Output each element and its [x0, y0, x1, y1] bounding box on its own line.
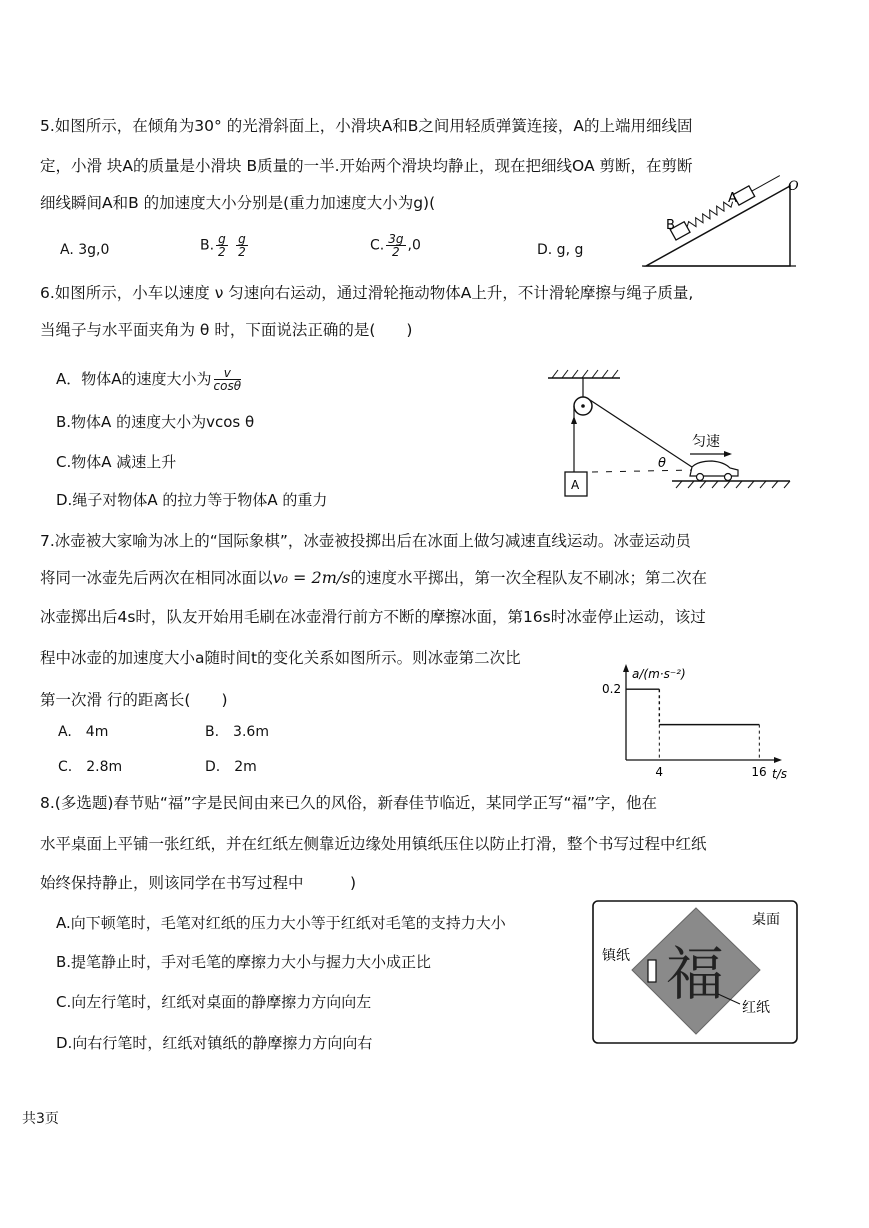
q5-option-b-frac1-den: 2	[218, 245, 226, 259]
q7-option-b[interactable]: B. 3.6m	[205, 724, 269, 740]
q5-option-b[interactable]	[200, 233, 250, 258]
x-axis-label: t/s	[772, 767, 787, 781]
paper-label: 红纸	[742, 1000, 770, 1016]
q8-option-d[interactable]: D.向右行笔时，红纸对镇纸的静摩擦力方向向右	[56, 1034, 373, 1052]
q7-stem-line-3: 冰壶掷出后4s时，队友开始用毛刷在冰壶滑行前方不断的摩擦冰面，第16s时冰壶停止运动，该过	[40, 608, 706, 626]
car	[690, 461, 738, 476]
q5-option-b-prefix: B.	[200, 237, 215, 254]
q6-option-b[interactable]: B.物体A 的速度大小为vcos θ	[56, 413, 255, 431]
q5-option-c-prefix: C.	[370, 237, 385, 254]
q7-line2-post: 的速度水平掷出，第一次全程队友不刷冰；第二次在	[350, 569, 708, 587]
q5-option-c-suffix: ,0	[407, 237, 421, 254]
label-b: B	[666, 218, 675, 233]
q7-stem-line-1: 7.冰壶被大家喻为冰上的“国际象棋”，冰壶被投掷出后在冰面上做匀减速直线运动。冰壶运动员	[40, 532, 691, 550]
theta-label: θ	[658, 456, 666, 471]
q6-option-a[interactable]	[56, 367, 243, 392]
q6-stem-line-2: 当绳子与水平面夹角为 θ 时，下面说法正确的是( )	[40, 321, 413, 339]
string-oa	[752, 176, 780, 192]
q5-option-b-frac1-num: g	[218, 232, 226, 246]
q6-option-a-num: v	[214, 367, 242, 380]
q7-acceleration-chart	[596, 660, 796, 785]
weight-label: 镇纸	[602, 948, 630, 964]
q7-stem-line-4: 程中冰壶的加速度大小a随时间t的变化关系如图所示。则冰壶第二次比	[40, 649, 521, 667]
q6-option-a-frac	[214, 367, 242, 392]
q7-option-a[interactable]: A. 4m	[58, 724, 109, 740]
rope-slanted	[590, 400, 695, 469]
paperweight	[648, 960, 656, 982]
q5-option-c-frac	[386, 233, 405, 258]
q5-option-b-frac2-den: 2	[238, 245, 246, 259]
q5-option-c[interactable]	[370, 233, 421, 258]
q5-option-c-num: 3g	[388, 232, 404, 246]
label-o: O	[788, 179, 799, 194]
q6-pulley-figure	[540, 368, 800, 508]
x-tick-label: 16	[751, 765, 767, 779]
q8-option-b[interactable]: B.提笔静止时，手对毛笔的摩擦力大小与握力大小成正比	[56, 953, 432, 971]
q6-option-a-prefix: A．物体A的速度大小为	[56, 370, 212, 388]
q8-desk-figure	[592, 900, 800, 1046]
q8-stem-line-1: 8.(多选题)春节贴“福”字是民间由来已久的风俗，新春佳节临近，某同学正写“福”字，他在	[40, 794, 658, 812]
y-tick-label: 0.2	[602, 682, 622, 697]
q5-option-b-frac2-num: g	[238, 232, 246, 246]
block-a-label: A	[571, 478, 580, 492]
desk-label: 桌面	[752, 912, 780, 928]
x-tick-label: 4	[655, 765, 663, 779]
q5-incline-figure	[640, 178, 800, 270]
q8-stem-line-2: 水平桌面上平铺一张红纸，并在红纸左侧靠近边缘处用镇纸压住以防止打滑，整个书写过程中红纸	[40, 835, 707, 853]
q7-line2-pre: 将同一冰壶先后两次在相同冰面以	[40, 569, 273, 587]
y-axis-label: a/(m·s⁻²)	[632, 667, 686, 681]
q5-option-a[interactable]: A. 3g,0	[60, 242, 110, 258]
fu-character: 福	[666, 940, 725, 1008]
q5-option-c-den: 2	[392, 245, 400, 259]
q6-option-a-den: cosθ	[213, 379, 242, 393]
q5-option-b-frac2	[236, 233, 248, 258]
page-count: 共3页	[22, 1111, 59, 1127]
q6-option-c[interactable]: C.物体A 减速上升	[56, 453, 177, 471]
q7-stem-line-5: 第一次滑 行的距离长( )	[40, 691, 228, 709]
q8-option-a[interactable]: A.向下顿笔时，毛笔对红纸的压力大小等于红纸对毛笔的支持力大小	[56, 914, 506, 932]
q6-option-d[interactable]: D.绳子对物体A 的拉力等于物体A 的重力	[56, 491, 328, 509]
q6-stem-line-1: 6.如图所示，小车以速度 ν 匀速向右运动，通过滑轮拖动物体A上升，不计滑轮摩擦与绳子质量,	[40, 284, 694, 302]
q5-stem-line-1: 5.如图所示，在倾角为30° 的光滑斜面上，小滑块A和B之间用轻质弹簧连接，A的上端用细线固	[40, 117, 693, 135]
q7-option-d[interactable]: D. 2m	[205, 759, 257, 775]
speed-label: 匀速	[692, 434, 720, 450]
label-a: A	[728, 191, 737, 206]
q5-option-b-frac1	[216, 233, 228, 258]
q8-option-c[interactable]: C.向左行笔时，红纸对桌面的静摩擦力方向向左	[56, 993, 372, 1011]
q7-option-c[interactable]: C. 2.8m	[58, 759, 123, 775]
q7-stem-line-2	[40, 568, 707, 588]
q5-option-d[interactable]: D. g, g	[537, 242, 584, 258]
q7-initial-speed: v₀ = 2m/s	[272, 568, 351, 587]
q8-stem-line-3: 始终保持静止，则该同学在书写过程中 )	[40, 874, 357, 892]
q5-stem-line-2: 定，小滑 块A的质量是小滑块 B质量的一半.开始两个滑块均静止，现在把细线OA 剪断，在剪断	[40, 157, 693, 175]
q5-stem-line-3: 细线瞬间A和B 的加速度大小分别是(重力加速度大小为g)(	[40, 194, 436, 212]
